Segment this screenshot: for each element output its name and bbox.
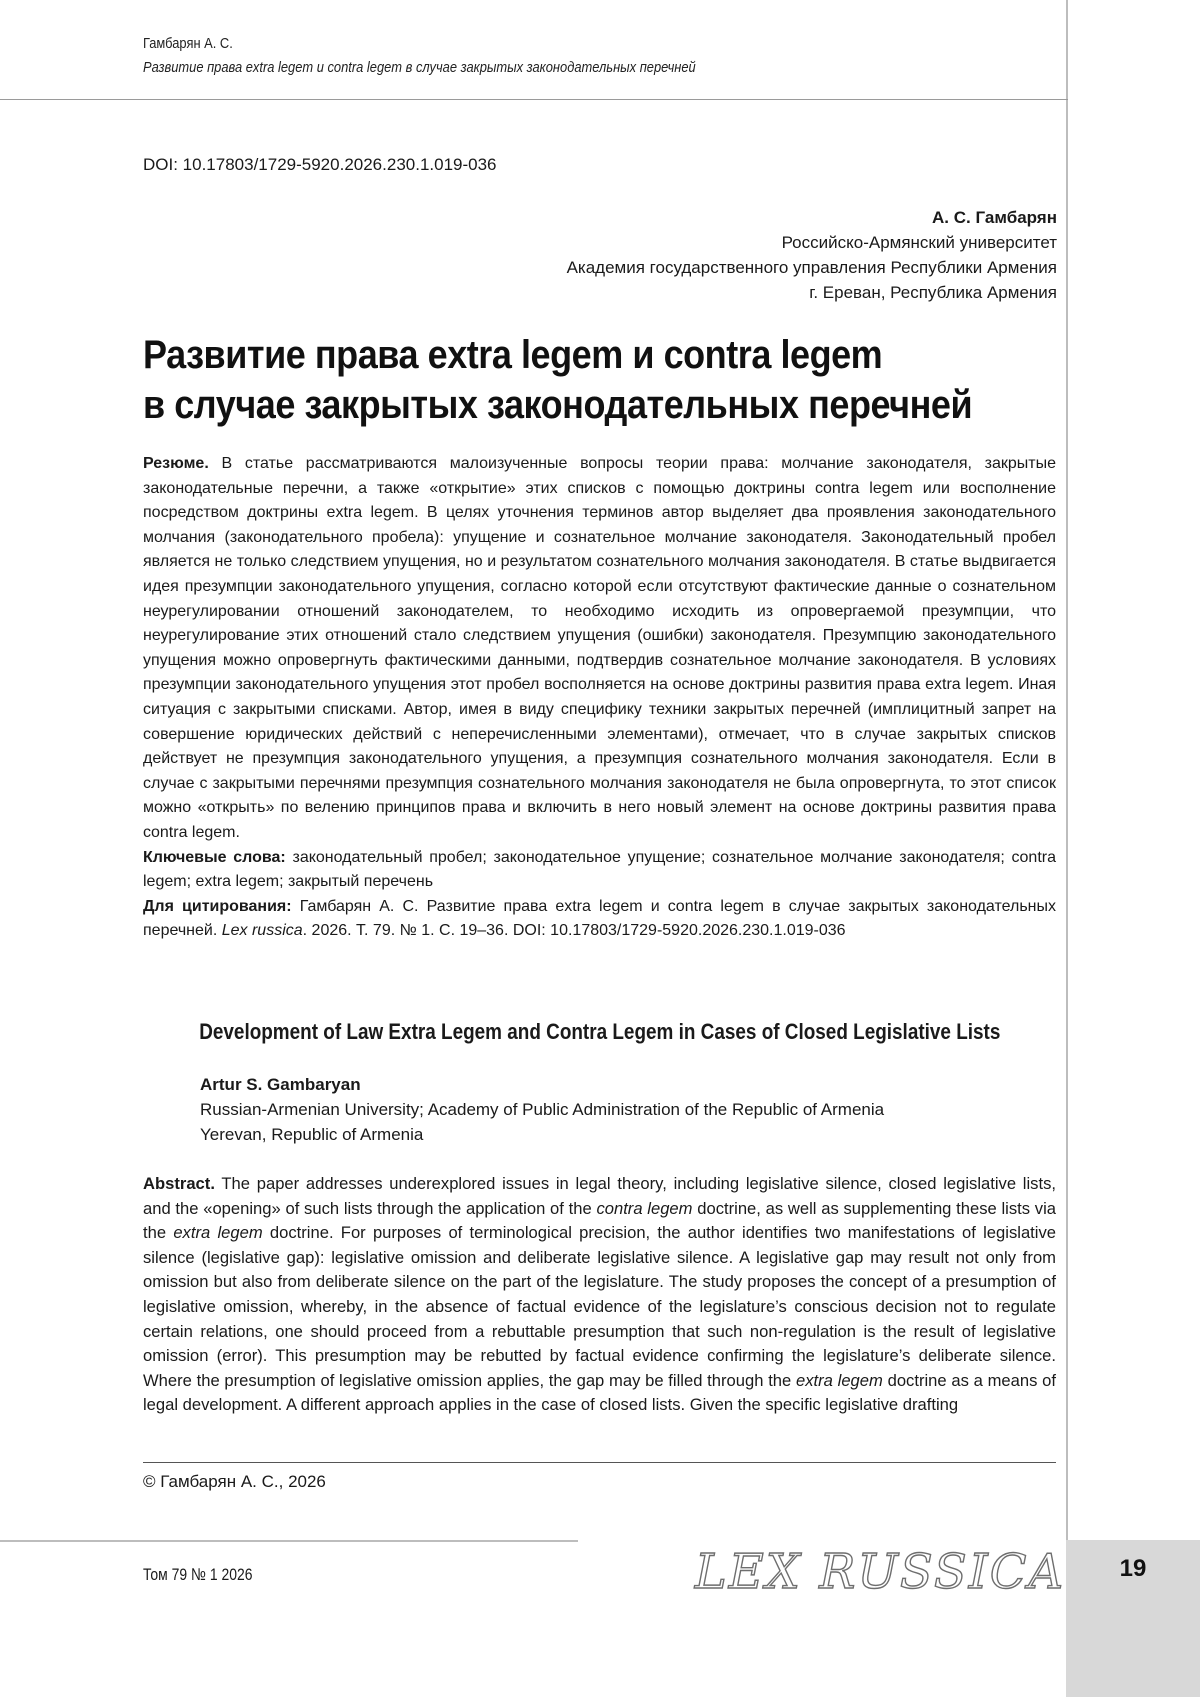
english-author-name: Artur S. Gambaryan (200, 1075, 361, 1094)
citation-label: Для цитирования: (143, 897, 292, 915)
english-location: Yerevan, Republic of Armenia (200, 1125, 424, 1144)
affiliation-line-1: Российско-Армянский университет (781, 233, 1057, 252)
english-abstract-paragraph (143, 1172, 1056, 1418)
abstract-text-4: doctrine as a means of legal development. A different approach applies in the case of closed lists. Given the specific legislative drafting (143, 1370, 1056, 1415)
summary-paragraph (143, 452, 1056, 846)
english-abstract (143, 1172, 1056, 1418)
journal-logo (694, 1538, 1066, 1600)
copyright: © Гамбарян А. С., 2026 (143, 1472, 326, 1491)
copyright-divider (143, 1462, 1056, 1463)
affiliation-line-3: г. Ереван, Республика Армения (809, 283, 1057, 302)
english-author-block (200, 1072, 884, 1147)
english-title (0, 1018, 1200, 1046)
summary-label: Резюме. (143, 455, 209, 472)
english-title-text: Development of Law Extra Legem and Contra Legem in Cases of Closed Legislative Lists (199, 1019, 1001, 1044)
author-name: А. С. Гамбарян (932, 208, 1057, 227)
header-divider (0, 99, 1068, 100)
affiliation-line-2: Академия государственного управления Республики Армения (566, 258, 1057, 277)
summary-text: В статье рассматриваются малоизученные вопросы теории права: молчание законодателя, закрытые законодательные перечни, а также «открытие» этих списков с помощью доктрины contra legem или восполнение посредством доктрины extra legem. В целях уточнения терминов автор выделяет два проявления законодательного молчания (законодательного пробела): упущение и сознательное молчание законодателя. Законодательный пробел является не только следствием упущения, но и результатом сознательного молчания законодателя. В статье выдвигается идея презумпции законодательного упущения, согласно которой если отсутствуют фактические данные о сознательном неурегулировании отношений законодателем, то необходимо исходить из опровергаемой презумпции, что неурегулирование этих отношений стало следствием упущения (ошибки) законодателя. Презумпцию законодательного упущения можно опровергнуть фактическими данными, подтвердив сознательное молчание законодателя. В условиях презумпции законодательного упущения этот пробел восполняется на основе доктрины развития права extra legem. Иная ситуация с закрытыми списками. Автор, имея в виду специфику техники закрытых перечней (имплицитный запрет на совершение юридических действий с неперечисленными элементами), отмечает, что в случае закрытых списков действует не презумпция законодательного упущения, а презумпция сознательного молчания законодателя. Если в случае с закрытыми перечнями презумпция сознательного молчания законодателя не была опровергнута, то этот список можно «открыть» по велению принципов права и включить в него новый элемент на основе доктрины развития права contra legem. (143, 455, 1056, 841)
doi[interactable]: DOI: 10.17803/1729-5920.2026.230.1.019-036 (143, 155, 497, 174)
abstract-text-3: doctrine. For purposes of terminological precision, the author identifies two manifestations of legislative silence (legislative gap): legislative omission and deliberate legislative silence. A legislative gap may result not only from omission but also from deliberate silence on the part of the legislature. The study proposes the concept of a presumption of legislative omission, whereby, in the absence of factual evidence of the legislature’s conscious decision not to regulate certain relations, one should proceed from a rebuttable presumption that such non-regulation is the result of legislative omission (error). This presumption may be rebutted by factual evidence confirming the legislature’s deliberate silence. Where the presumption of legislative omission applies, the gap may be filled through the (143, 1223, 1056, 1390)
journal-logo-text: LEX RUSSICA (694, 1544, 1066, 1600)
keywords-paragraph (143, 846, 1056, 895)
running-head-author: Гамбарян А. С. (143, 35, 233, 52)
abstract-label: Abstract. (143, 1174, 215, 1193)
abstract-italic-3: extra legem (796, 1370, 883, 1390)
article-title-line-2: в случае закрытых законодательных перечней (143, 383, 973, 427)
abstract-italic-2: extra legem (173, 1223, 263, 1243)
citation-paragraph (143, 895, 1056, 944)
keywords-text: законодательный пробел; законодательное упущение; сознательное молчание законодателя; contra legem; extra legem; закрытый перечень (143, 848, 1057, 891)
running-head (143, 32, 917, 80)
volume-issue: Том 79 № 1 2026 (143, 1565, 253, 1584)
citation-journal: Lex russica (221, 922, 303, 940)
citation-text: Гамбарян А. С. Развитие права extra legem и contra legem в случае закрытых законодательных перечней. (143, 897, 1056, 940)
page-number: 19 (1119, 1555, 1147, 1582)
abstract-text-1: The paper addresses underexplored issues in legal theory, including legislative silence, closed legislative lists, and the «opening» of such lists through the application of the (143, 1174, 1056, 1218)
russian-abstract (143, 452, 1056, 944)
abstract-text-2: doctrine, as well as supplementing these lists via the (143, 1198, 1056, 1243)
article-title-line-1: Развитие права extra legem и contra legem (143, 333, 883, 377)
abstract-italic-1: contra legem (596, 1198, 693, 1218)
article-title (143, 330, 989, 430)
running-head-title: Развитие права extra legem и contra legem в случае закрытых законодательных перечней (143, 59, 696, 76)
author-affiliation (297, 205, 1057, 305)
citation-tail: . 2026. Т. 79. № 1. С. 19–36. DOI: 10.17803/1729-5920.2026.230.1.019-036 (302, 922, 846, 940)
footer-divider (0, 1540, 578, 1542)
keywords-label: Ключевые слова: (143, 848, 286, 866)
english-affiliation: Russian-Armenian University; Academy of Public Administration of the Republic of Armenia (200, 1100, 885, 1119)
right-margin-rule (1066, 0, 1068, 1540)
